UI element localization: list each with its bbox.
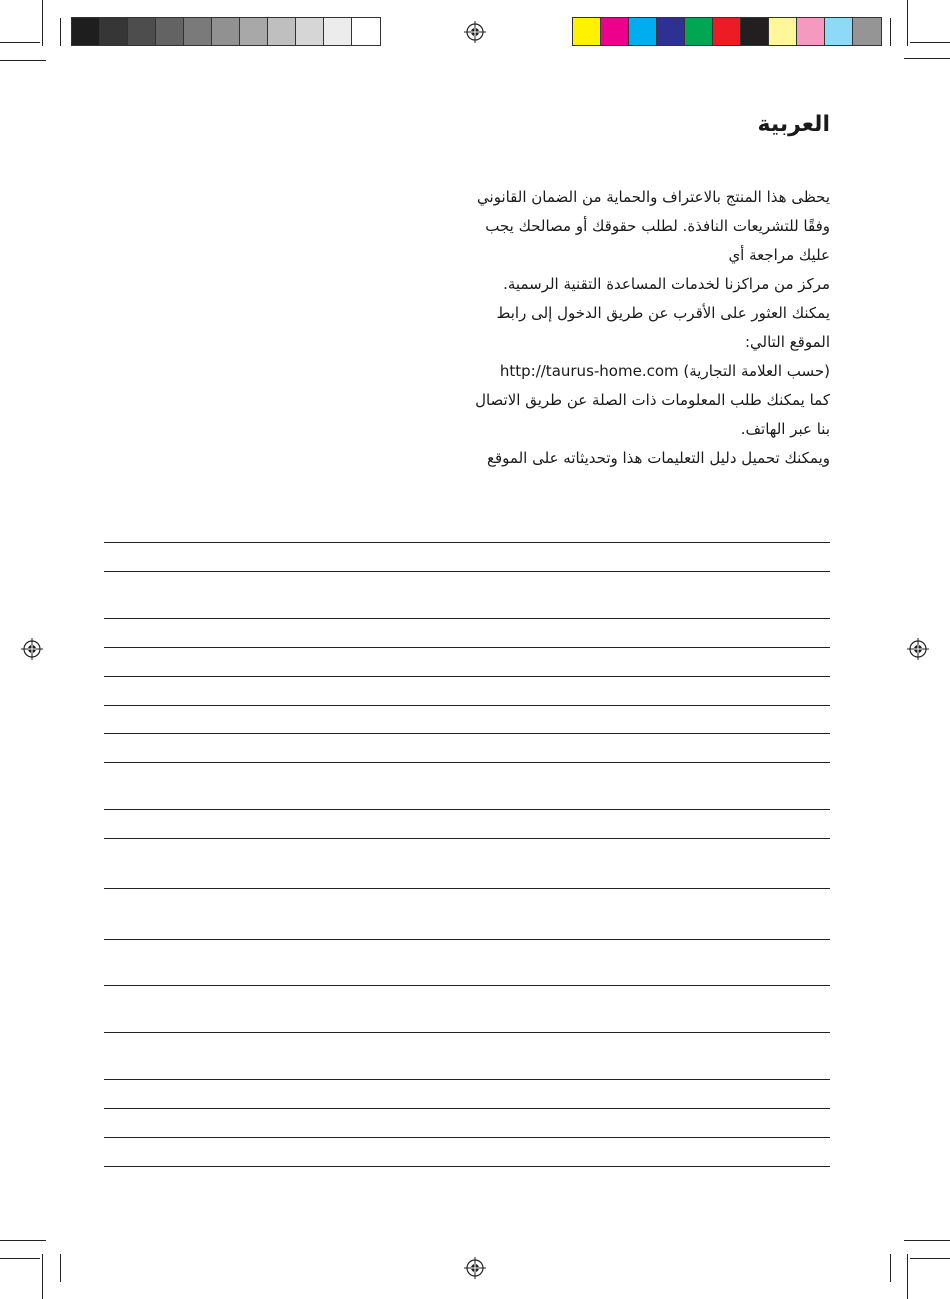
paragraph-line: الموقع التالي:	[744, 333, 830, 351]
crop-mark-bottom-right-v	[907, 1254, 908, 1299]
paragraph-line: وفقًا للتشريعات النافذة. لطلب حقوقك أو مصالحك يجب	[485, 217, 830, 235]
color-swatch	[128, 18, 156, 45]
writing-line	[104, 618, 830, 619]
writing-line	[104, 647, 830, 648]
color-swatch	[853, 18, 881, 45]
crop-mark-bottom-right-v2	[890, 1254, 891, 1282]
process-color-bar	[572, 17, 882, 46]
crop-mark-bottom-right-h	[904, 1240, 950, 1241]
writing-line	[104, 733, 830, 734]
crop-mark-bottom-left-h	[0, 1240, 46, 1241]
writing-line	[104, 985, 830, 986]
paragraph-line: عليك مراجعة أي	[728, 246, 830, 264]
writing-line	[104, 1166, 830, 1167]
color-swatch	[657, 18, 685, 45]
writing-line	[104, 542, 830, 543]
writing-line	[104, 676, 830, 677]
color-swatch	[825, 18, 853, 45]
color-swatch	[324, 18, 352, 45]
color-swatch	[713, 18, 741, 45]
writing-line	[104, 762, 830, 763]
color-swatch	[685, 18, 713, 45]
crop-mark-top-left-h2	[0, 60, 46, 61]
crop-mark-bottom-left-v2	[60, 1254, 61, 1282]
color-swatch	[100, 18, 128, 45]
crop-mark-top-right-v2	[890, 18, 891, 46]
writing-line	[104, 939, 830, 940]
language-heading: العربية	[757, 112, 830, 137]
website-link-line[interactable]: (حسب العلامة التجارية) http://taurus-home.com	[499, 362, 830, 380]
grayscale-color-bar	[71, 17, 381, 46]
writing-line	[104, 1108, 830, 1109]
registration-target-icon	[464, 1257, 486, 1279]
registration-target-icon	[907, 638, 929, 660]
color-swatch	[769, 18, 797, 45]
writing-line	[104, 571, 830, 572]
writing-line	[104, 705, 830, 706]
registration-target-icon	[464, 21, 486, 43]
color-swatch	[573, 18, 601, 45]
writing-line	[104, 809, 830, 810]
color-swatch	[601, 18, 629, 45]
paragraph-line: يحظى هذا المنتج بالاعتراف والحماية من الضمان القانوني	[477, 188, 830, 206]
crop-mark-bottom-left-v	[42, 1254, 43, 1299]
color-swatch	[240, 18, 268, 45]
color-swatch	[741, 18, 769, 45]
warranty-paragraph	[470, 183, 830, 473]
color-swatch	[797, 18, 825, 45]
crop-mark-bottom-right-h2	[910, 1258, 950, 1259]
color-swatch	[212, 18, 240, 45]
crop-mark-top-right-h	[910, 42, 950, 43]
writing-line	[104, 1137, 830, 1138]
paragraph-line: ويمكنك تحميل دليل التعليمات هذا وتحديثاته على الموقع	[487, 449, 830, 467]
color-swatch	[268, 18, 296, 45]
writing-line	[104, 838, 830, 839]
color-swatch	[296, 18, 324, 45]
color-swatch	[72, 18, 100, 45]
paragraph-line: كما يمكنك طلب المعلومات ذات الصلة عن طريق الاتصال	[475, 391, 830, 409]
color-swatch	[184, 18, 212, 45]
color-swatch	[629, 18, 657, 45]
paragraph-line: يمكنك العثور على الأقرب عن طريق الدخول إلى رابط	[496, 304, 830, 322]
writing-line	[104, 1032, 830, 1033]
paragraph-line: بنا عبر الهاتف.	[740, 420, 830, 438]
color-swatch	[156, 18, 184, 45]
registration-target-icon	[21, 638, 43, 660]
writing-line	[104, 1079, 830, 1080]
color-swatch	[352, 18, 380, 45]
crop-mark-top-left-v2	[60, 18, 61, 46]
writing-line	[104, 888, 830, 889]
crop-mark-top-left-v	[42, 0, 43, 46]
crop-mark-top-right-v	[907, 0, 908, 46]
crop-mark-top-right-h2	[904, 58, 950, 59]
paragraph-line: مركز من مراكزنا لخدمات المساعدة التقنية الرسمية.	[503, 275, 830, 293]
crop-mark-top-left-h	[0, 42, 40, 43]
crop-mark-bottom-left-h2	[0, 1258, 40, 1259]
